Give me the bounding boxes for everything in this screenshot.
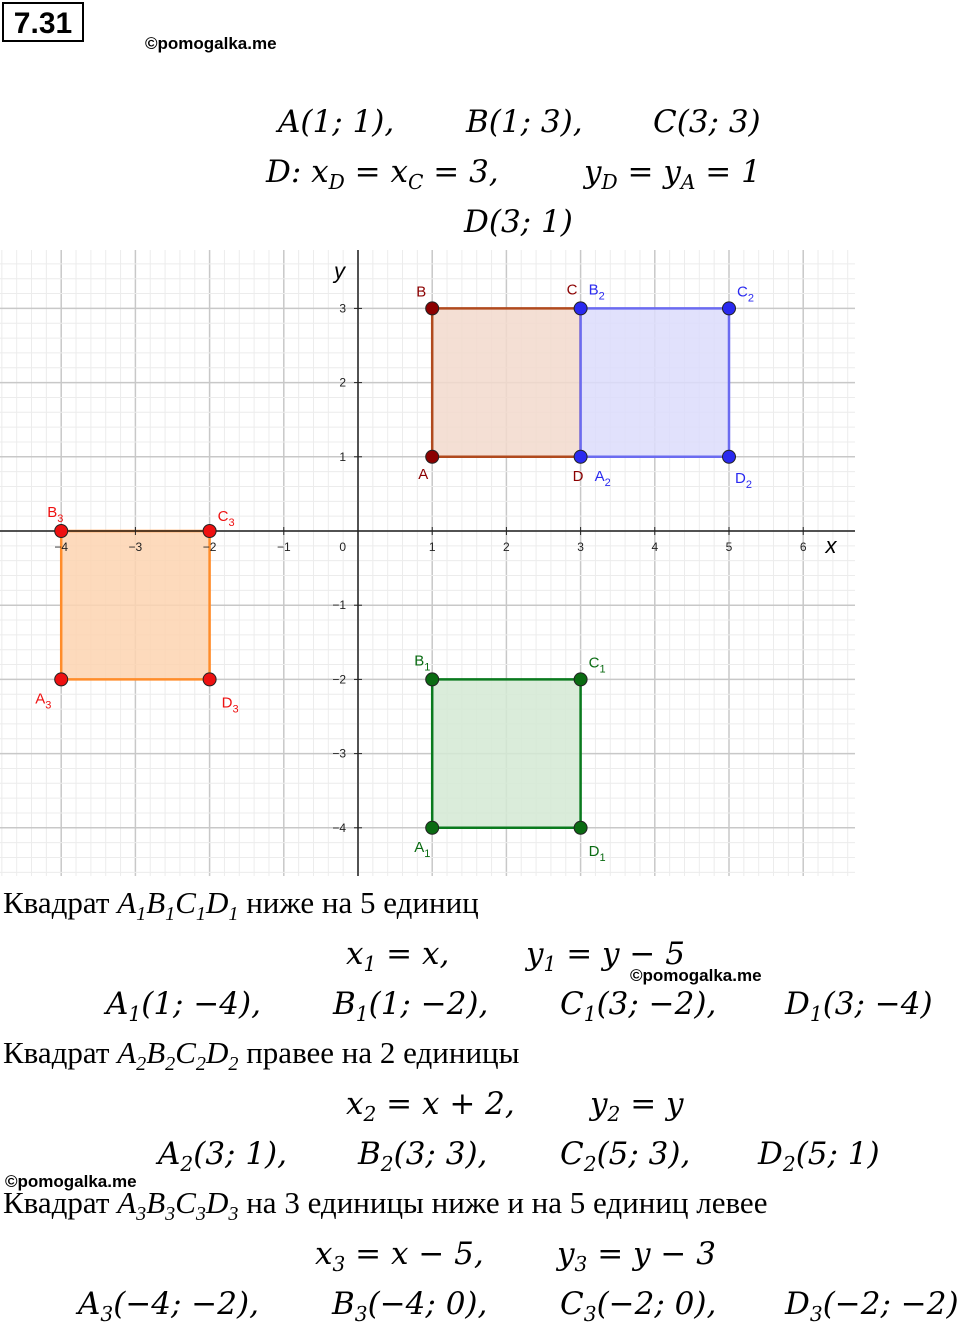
y-tick-label: −2	[332, 672, 346, 687]
coordinate-graph	[0, 250, 855, 876]
point-A3	[55, 673, 68, 686]
section3-point-d3: $D_3(-2$; −2)	[785, 1286, 959, 1327]
section3-point-a3: $A_3(-4$; −2),	[78, 1286, 259, 1327]
y-tick-label: 3	[339, 301, 346, 316]
section2-point-a2: $A_2(3$; 1),	[158, 1136, 288, 1177]
square-ABCD	[432, 308, 580, 456]
section3-point-c3: $C_3(-2$; 0),	[560, 1286, 717, 1327]
point-label-D: D	[572, 467, 584, 485]
section2-heading: Квадрат $A_2B_2C_2D_2$ правее на 2 единицы	[3, 1035, 520, 1076]
given-d-y-condition: $y_D = y_A = 1$	[584, 154, 761, 195]
section2-formula-x: $x_2 = x + 2$,	[346, 1086, 515, 1127]
point-B3	[55, 525, 68, 538]
point-label-A2: $A_2$	[594, 467, 611, 489]
section3-heading: Квадрат $A_3B_3C_3D_3$ на 3 единицы ниже и на 5 единиц левее	[3, 1185, 768, 1226]
point-label-C1: $C_1$	[588, 654, 606, 676]
point-label-D3: $D_3$	[221, 694, 239, 716]
watermark-bottom: ©pomogalka.me	[5, 1172, 137, 1191]
section2-point-c2: $C_2(5$; 3),	[560, 1136, 691, 1177]
x-tick-label: −3	[128, 540, 143, 554]
x-tick-label: 2	[503, 540, 510, 554]
given-point-d: D(3; 1)	[464, 204, 573, 240]
x-tick-label: −4	[54, 540, 69, 554]
point-B2	[574, 302, 587, 315]
square-A2B2C2D2	[581, 308, 729, 456]
x-tick-label: 1	[428, 540, 436, 554]
watermark-top: ©pomogalka.me	[145, 34, 277, 53]
x-axis-label: x	[825, 533, 837, 558]
point-D3	[203, 673, 216, 686]
y-tick-label: −1	[332, 598, 346, 613]
section3-point-b3: $B_3(-4$; 0),	[332, 1286, 488, 1327]
x-tick-label: 6	[799, 540, 807, 554]
x-tick-label: −1	[276, 540, 291, 554]
section1-heading: Квадрат $A_1B_1C_1D_1$ ниже на 5 единиц	[3, 885, 479, 926]
given-point-c: C(3; 3)	[653, 104, 761, 140]
x-tick-label: 4	[651, 540, 659, 554]
section1-formula-x: $x_1 = x$,	[346, 936, 450, 977]
origin-label: 0	[339, 540, 346, 554]
point-C1	[574, 673, 587, 686]
point-label-C: C	[566, 281, 578, 299]
watermark-mid: ©pomogalka.me	[630, 966, 762, 985]
problem-number: 7.31	[2, 2, 84, 42]
given-point-b: B(1; 3),	[466, 104, 583, 140]
given-point-a: A(1; 1),	[278, 104, 395, 140]
point-B1	[426, 673, 439, 686]
y-tick-label: 2	[339, 375, 346, 390]
y-tick-label: 1	[339, 449, 346, 464]
square-A1B1C1D1	[432, 679, 580, 827]
point-B	[426, 302, 439, 315]
section2-formula-y: $y_2 = y$	[590, 1086, 684, 1127]
x-tick-label: 5	[725, 540, 733, 554]
point-label-C3: $C_3$	[217, 508, 235, 529]
point-A1	[426, 821, 439, 834]
point-C2	[723, 302, 736, 315]
point-A	[426, 450, 439, 463]
section1-formula-y: $y_1 = y - 5$	[526, 936, 685, 977]
section1-point-d1: $D_1(3$; −4)	[785, 986, 933, 1027]
section1-point-c1: $C_1(3$; −2),	[560, 986, 717, 1027]
point-label-C2: $C_2$	[737, 283, 754, 305]
x-tick-label: 3	[577, 540, 584, 554]
point-label-B1: $B_1$	[414, 652, 431, 674]
point-label-B2: $B_2$	[588, 281, 605, 303]
section3-formula-x: $x_3 = x - 5$,	[315, 1236, 484, 1277]
y-axis-label: y	[334, 258, 345, 284]
given-d-x-condition: D: $x_D = x_C = 3$,	[266, 154, 499, 195]
point-label-B3: $B_3$	[47, 504, 64, 525]
section3-formula-y: $y_3 = y - 3$	[557, 1236, 716, 1277]
section2-point-b2: $B_2(3$; 3),	[358, 1136, 488, 1177]
x-tick-label: −2	[202, 540, 217, 554]
point-label-D1: $D_1$	[588, 842, 606, 864]
point-label-A1: $A_1$	[414, 838, 431, 860]
y-tick-label: −4	[332, 820, 346, 835]
point-label-A3: $A_3$	[35, 690, 52, 712]
point-C3	[203, 525, 216, 538]
point-A2	[574, 450, 587, 463]
point-label-A: A	[418, 465, 429, 483]
point-D2	[723, 450, 736, 463]
point-D1	[574, 821, 587, 834]
y-tick-label: −3	[332, 746, 346, 761]
point-label-B: B	[416, 283, 427, 301]
section2-point-d2: $D_2(5$; 1)	[758, 1136, 880, 1177]
point-label-D2: $D_2$	[735, 469, 752, 491]
section1-point-a1: $A_1(1$; −4),	[106, 986, 261, 1027]
section1-point-b1: $B_1(1$; −2),	[333, 986, 489, 1027]
